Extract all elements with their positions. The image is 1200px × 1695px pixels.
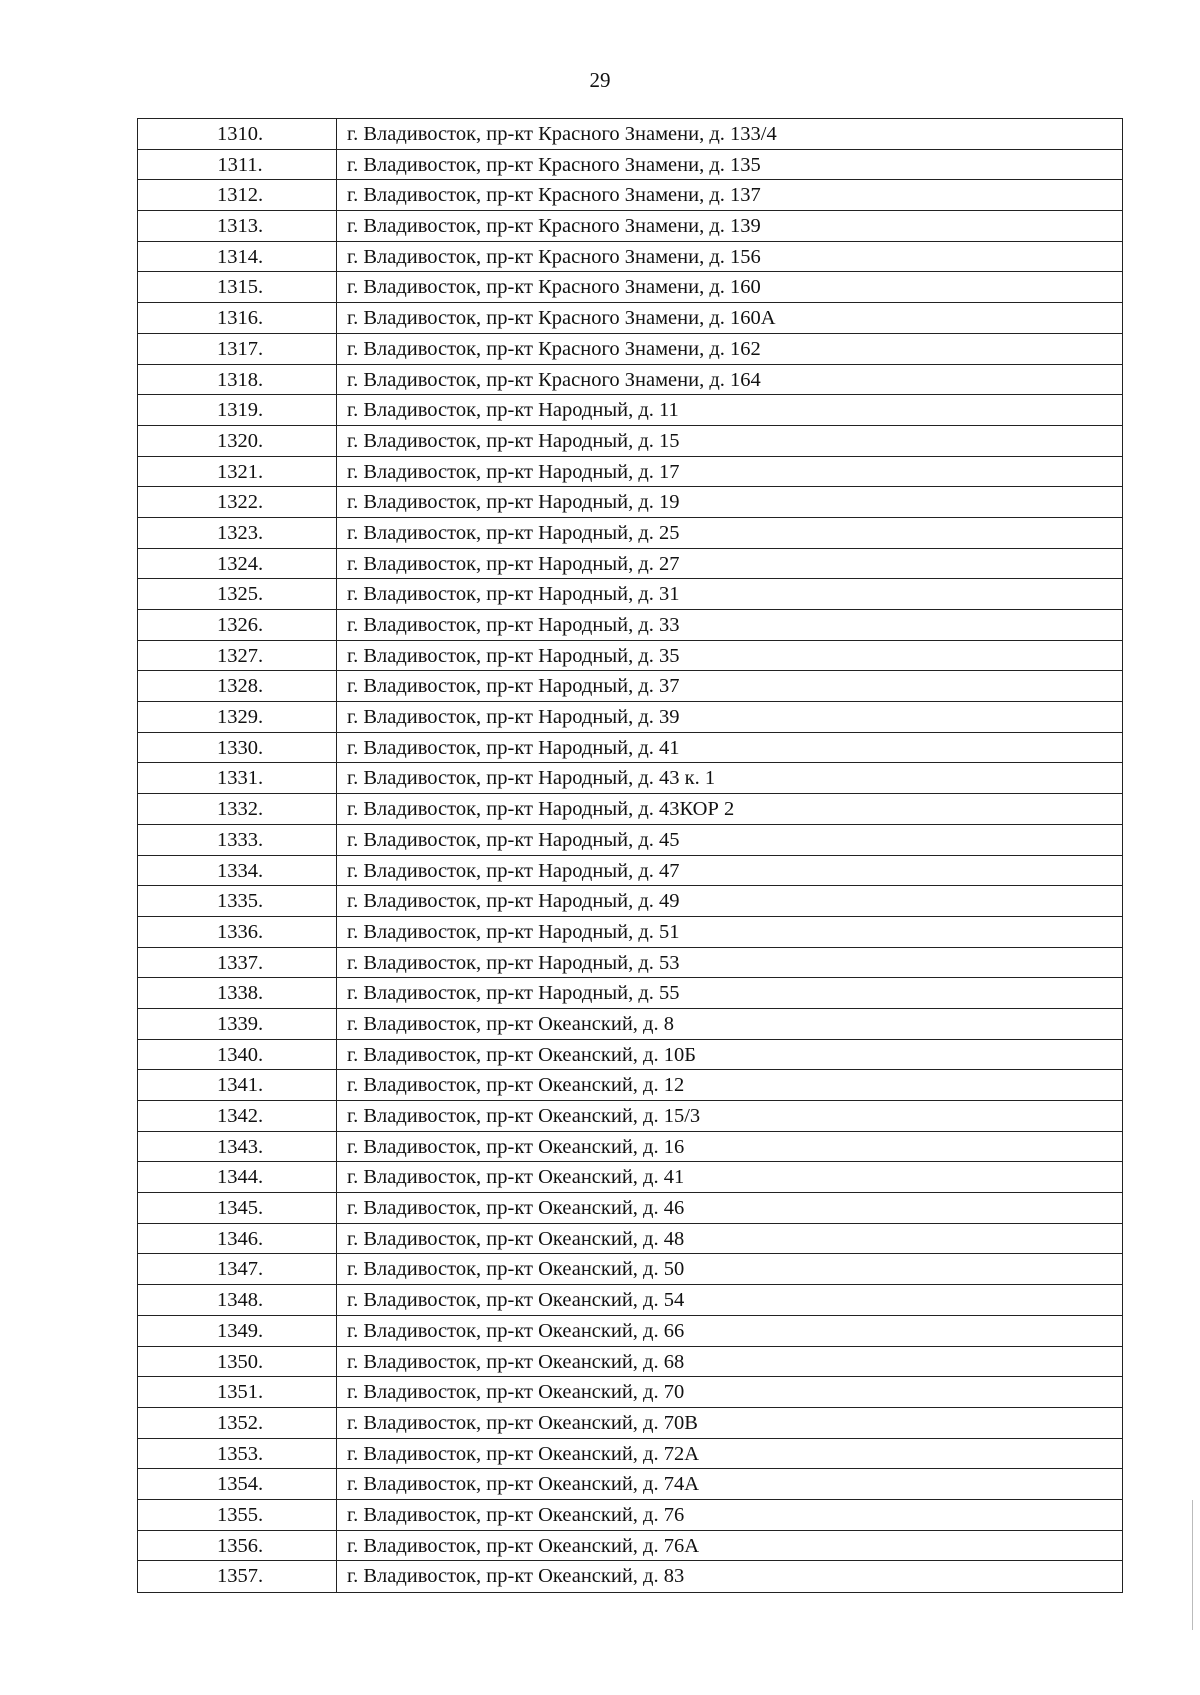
row-number-cell: 1331. xyxy=(138,763,337,793)
row-number-cell: 1352. xyxy=(138,1408,337,1438)
row-number-cell: 1327. xyxy=(138,641,337,671)
table-row xyxy=(138,1193,1122,1224)
row-number-cell: 1336. xyxy=(138,917,337,947)
row-number-cell: 1326. xyxy=(138,610,337,640)
table-row xyxy=(138,1285,1122,1316)
address-cell: г. Владивосток, пр-кт Народный, д. 31 xyxy=(347,583,680,606)
address-cell: г. Владивосток, пр-кт Народный, д. 39 xyxy=(347,706,680,729)
table-row xyxy=(138,1408,1122,1439)
table-row xyxy=(138,303,1122,334)
address-cell: г. Владивосток, пр-кт Народный, д. 11 xyxy=(347,399,679,422)
table-row xyxy=(138,211,1122,242)
address-cell: г. Владивосток, пр-кт Народный, д. 15 xyxy=(347,429,680,452)
address-cell: г. Владивосток, пр-кт Океанский, д. 68 xyxy=(347,1350,685,1373)
table-row xyxy=(138,518,1122,549)
table-row xyxy=(138,579,1122,610)
address-cell: г. Владивосток, пр-кт Красного Знамени, д. 135 xyxy=(347,153,761,176)
row-number-cell: 1350. xyxy=(138,1347,337,1377)
row-number-cell: 1313. xyxy=(138,211,337,241)
row-number-cell: 1338. xyxy=(138,978,337,1008)
table-row xyxy=(138,549,1122,580)
address-cell: г. Владивосток, пр-кт Океанский, д. 54 xyxy=(347,1289,685,1312)
table-row xyxy=(138,272,1122,303)
row-number-cell: 1335. xyxy=(138,886,337,916)
row-number-cell: 1320. xyxy=(138,426,337,456)
row-number-cell: 1312. xyxy=(138,180,337,210)
address-cell: г. Владивосток, пр-кт Океанский, д. 50 xyxy=(347,1258,685,1281)
row-number-cell: 1330. xyxy=(138,733,337,763)
row-number-cell: 1346. xyxy=(138,1224,337,1254)
address-cell: г. Владивосток, пр-кт Народный, д. 27 xyxy=(347,552,680,575)
row-number-cell: 1314. xyxy=(138,242,337,272)
address-cell: г. Владивосток, пр-кт Океанский, д. 41 xyxy=(347,1166,685,1189)
table-row xyxy=(138,395,1122,426)
address-cell: г. Владивосток, пр-кт Народный, д. 35 xyxy=(347,644,680,667)
address-cell: г. Владивосток, пр-кт Океанский, д. 8 xyxy=(347,1012,674,1035)
address-cell: г. Владивосток, пр-кт Океанский, д. 15/3 xyxy=(347,1105,701,1127)
address-cell: г. Владивосток, пр-кт Океанский, д. 70 xyxy=(347,1381,685,1404)
table-row xyxy=(138,426,1122,457)
address-cell: г. Владивосток, пр-кт Красного Знамени, д. 137 xyxy=(347,184,761,207)
row-number-cell: 1324. xyxy=(138,549,337,579)
row-number-cell: 1315. xyxy=(138,272,337,302)
address-cell: г. Владивосток, пр-кт Океанский, д. 66 xyxy=(347,1319,685,1342)
address-cell: г. Владивосток, пр-кт Народный, д. 43 к. 1 xyxy=(347,767,716,790)
table-row xyxy=(138,1316,1122,1347)
address-cell: г. Владивосток, пр-кт Красного Знамени, д. 164 xyxy=(347,368,761,391)
row-number-cell: 1349. xyxy=(138,1316,337,1346)
address-cell: г. Владивосток, пр-кт Народный, д. 43КОР 2 xyxy=(347,798,735,821)
table-row xyxy=(138,1500,1122,1531)
address-cell: г. Владивосток, пр-кт Океанский, д. 10Б xyxy=(347,1043,696,1066)
address-cell: г. Владивосток, пр-кт Народный, д. 17 xyxy=(347,460,680,483)
table-row xyxy=(138,1040,1122,1071)
table-row xyxy=(138,1531,1122,1562)
address-cell: г. Владивосток, пр-кт Народный, д. 25 xyxy=(347,521,680,544)
address-cell: г. Владивосток, пр-кт Народный, д. 19 xyxy=(347,491,680,514)
row-number-cell: 1357. xyxy=(138,1561,337,1592)
row-number-cell: 1340. xyxy=(138,1040,337,1070)
row-number-cell: 1321. xyxy=(138,457,337,487)
table-row xyxy=(138,978,1122,1009)
row-number-cell: 1329. xyxy=(138,702,337,732)
table-row xyxy=(138,1132,1122,1163)
address-cell: г. Владивосток, пр-кт Океанский, д. 76А xyxy=(347,1534,700,1557)
address-cell: г. Владивосток, пр-кт Океанский, д. 48 xyxy=(347,1227,685,1250)
table-row xyxy=(138,457,1122,488)
address-cell: г. Владивосток, пр-кт Красного Знамени, д. 160А xyxy=(347,307,776,330)
address-cell: г. Владивосток, пр-кт Красного Знамени, д. 156 xyxy=(347,245,761,268)
table-row xyxy=(138,487,1122,518)
table-row xyxy=(138,825,1122,856)
table-row xyxy=(138,180,1122,211)
address-cell: г. Владивосток, пр-кт Красного Знамени, д. 139 xyxy=(347,215,761,238)
row-number-cell: 1351. xyxy=(138,1377,337,1407)
address-cell: г. Владивосток, пр-кт Океанский, д. 72А xyxy=(347,1442,700,1465)
address-cell: г. Владивосток, пр-кт Океанский, д. 46 xyxy=(347,1197,685,1220)
address-cell: г. Владивосток, пр-кт Народный, д. 49 xyxy=(347,890,680,913)
address-cell: г. Владивосток, пр-кт Океанский, д. 12 xyxy=(347,1074,685,1097)
row-number-cell: 1343. xyxy=(138,1132,337,1162)
table-row xyxy=(138,702,1122,733)
table-row xyxy=(138,365,1122,396)
address-cell: г. Владивосток, пр-кт Океанский, д. 16 xyxy=(347,1135,685,1158)
row-number-cell: 1356. xyxy=(138,1531,337,1561)
row-number-cell: 1323. xyxy=(138,518,337,548)
row-number-cell: 1318. xyxy=(138,365,337,395)
table-row xyxy=(138,119,1122,150)
address-cell: г. Владивосток, пр-кт Океанский, д. 74А xyxy=(347,1473,700,1496)
address-cell: г. Владивосток, пр-кт Народный, д. 33 xyxy=(347,614,680,636)
table-row xyxy=(138,150,1122,181)
row-number-cell: 1328. xyxy=(138,671,337,701)
address-cell: г. Владивосток, пр-кт Океанский, д. 83 xyxy=(347,1565,685,1588)
row-number-cell: 1353. xyxy=(138,1439,337,1469)
row-number-cell: 1333. xyxy=(138,825,337,855)
row-number-cell: 1344. xyxy=(138,1162,337,1192)
page-number: 29 xyxy=(589,68,611,92)
scan-edge-line xyxy=(1192,1500,1193,1630)
address-table xyxy=(137,118,1123,1593)
table-row xyxy=(138,242,1122,273)
table-row xyxy=(138,1347,1122,1378)
row-number-cell: 1347. xyxy=(138,1254,337,1284)
row-number-cell: 1341. xyxy=(138,1070,337,1100)
address-cell: г. Владивосток, пр-кт Красного Знамени, д. 160 xyxy=(347,276,761,299)
address-cell: г. Владивосток, пр-кт Красного Знамени, д. 162 xyxy=(347,337,761,360)
table-row xyxy=(138,733,1122,764)
address-cell: г. Владивосток, пр-кт Народный, д. 41 xyxy=(347,736,680,759)
table-row xyxy=(138,1439,1122,1470)
address-cell: г. Владивосток, пр-кт Народный, д. 53 xyxy=(347,951,680,974)
table-row xyxy=(138,948,1122,979)
row-number-cell: 1345. xyxy=(138,1193,337,1223)
table-row xyxy=(138,641,1122,672)
row-number-cell: 1334. xyxy=(138,856,337,886)
row-number-cell: 1316. xyxy=(138,303,337,333)
table-row xyxy=(138,1377,1122,1408)
table-row xyxy=(138,794,1122,825)
row-number-cell: 1332. xyxy=(138,794,337,824)
row-number-cell: 1319. xyxy=(138,395,337,425)
row-number-cell: 1355. xyxy=(138,1500,337,1530)
table-row xyxy=(138,1070,1122,1101)
address-cell: г. Владивосток, пр-кт Океанский, д. 70В xyxy=(347,1411,698,1434)
table-row xyxy=(138,763,1122,794)
address-cell: г. Владивосток, пр-кт Народный, д. 51 xyxy=(347,920,680,943)
table-row xyxy=(138,886,1122,917)
row-number-cell: 1342. xyxy=(138,1101,337,1131)
address-cell: г. Владивосток, пр-кт Океанский, д. 76 xyxy=(347,1503,685,1526)
row-number-cell: 1325. xyxy=(138,579,337,609)
table-row xyxy=(138,917,1122,948)
address-cell: г. Владивосток, пр-кт Народный, д. 45 xyxy=(347,828,680,851)
table-row xyxy=(138,1561,1122,1592)
table-row xyxy=(138,1009,1122,1040)
address-cell: г. Владивосток, пр-кт Народный, д. 55 xyxy=(347,982,680,1005)
table-row xyxy=(138,1101,1122,1132)
row-number-cell: 1339. xyxy=(138,1009,337,1039)
table-row xyxy=(138,1162,1122,1193)
row-number-cell: 1317. xyxy=(138,334,337,364)
table-row xyxy=(138,1469,1122,1500)
table-row xyxy=(138,334,1122,365)
row-number-cell: 1311. xyxy=(138,150,337,180)
table-row xyxy=(138,610,1122,641)
row-number-cell: 1322. xyxy=(138,487,337,517)
row-number-cell: 1337. xyxy=(138,948,337,978)
row-number-cell: 1348. xyxy=(138,1285,337,1315)
table-row xyxy=(138,671,1122,702)
table-row xyxy=(138,1224,1122,1255)
row-number-cell: 1310. xyxy=(138,119,337,149)
table-row xyxy=(138,856,1122,887)
address-cell: г. Владивосток, пр-кт Народный, д. 37 xyxy=(347,675,680,698)
table-row xyxy=(138,1254,1122,1285)
address-cell: г. Владивосток, пр-кт Народный, д. 47 xyxy=(347,859,680,882)
row-number-cell: 1354. xyxy=(138,1469,337,1499)
address-cell: г. Владивосток, пр-кт Красного Знамени, д. 133/4 xyxy=(347,123,777,145)
